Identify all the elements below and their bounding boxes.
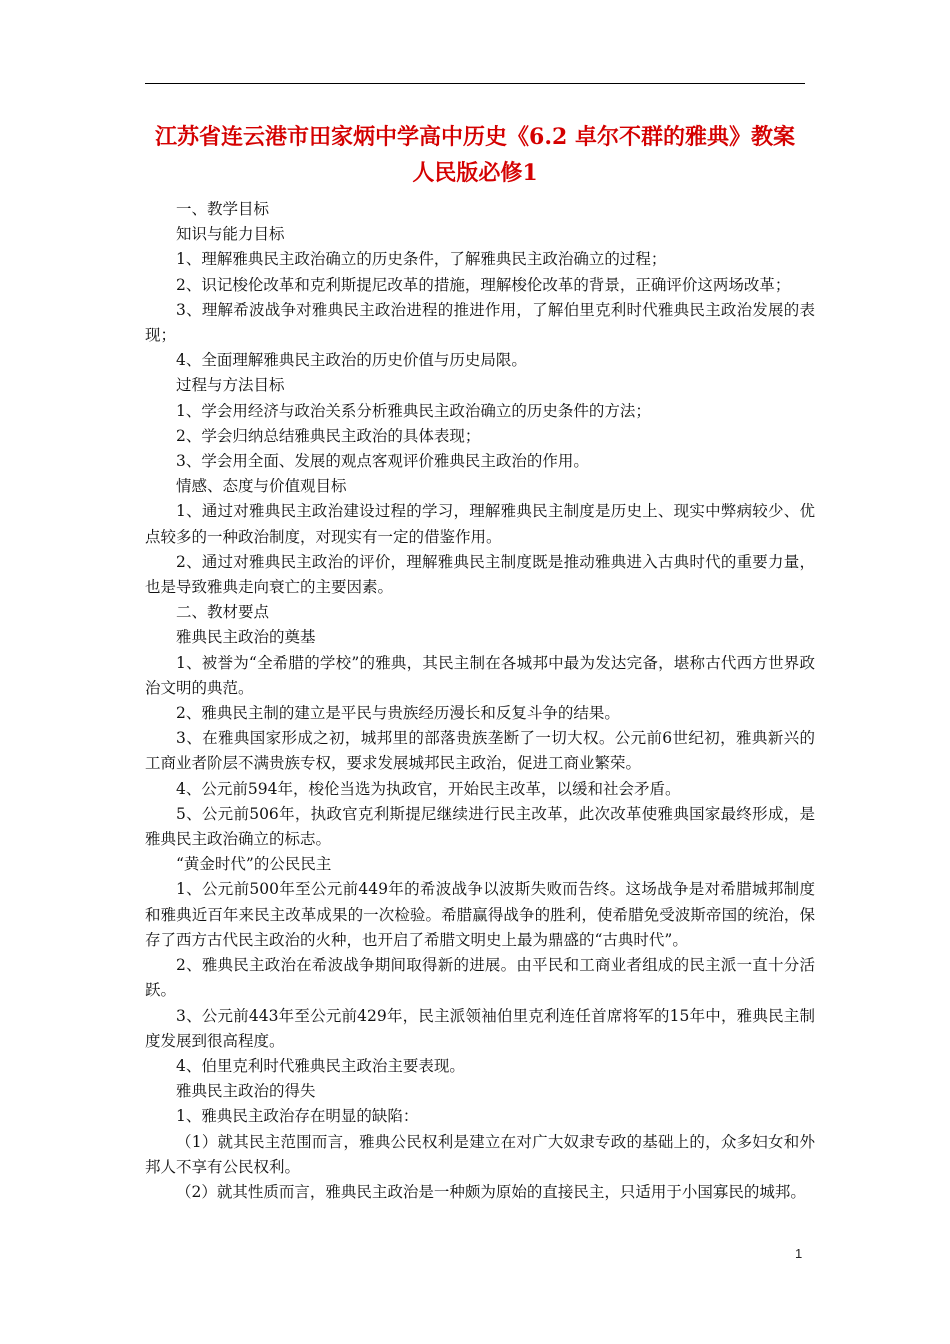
paragraph: 2、雅典民主制的建立是平民与贵族经历漫长和反复斗争的结果。 (176, 704, 620, 723)
paragraph: （1）就其民主范围而言，雅典公民权利是建立在对广大奴隶专政的基础上的，众多妇女和外邦人不享有公民权利。 (145, 1132, 815, 1176)
paragraph: 1、公元前500年至公元前449年的希波战争以波斯失败而告终。这场战争是对希腊城邦制度和雅典近百年来民主改革成果的一次检验。希腊赢得战争的胜利，使希腊免受波斯帝国的统治，保存了西方古代民主政治的火种，也开启了希腊文明史上最为鼎盛的“古典时代”。 (145, 880, 815, 949)
paragraph: 雅典民主政治的得失 (176, 1082, 316, 1101)
paragraph: 3、公元前443年至公元前429年，民主派领袖伯里克利连任首席将军的15年中，雅典民主制度发展到很高程度。 (145, 1006, 815, 1050)
page-number: 1 (795, 1246, 803, 1261)
paragraph: 知识与能力目标 (176, 225, 285, 244)
paragraph: 2、学会归纳总结雅典民主政治的具体表现； (176, 426, 481, 445)
paragraph: 1、理解雅典民主政治确立的历史条件，了解雅典民主政治确立的过程； (176, 250, 667, 269)
paragraph: 情感、态度与价值观目标 (176, 477, 347, 496)
document-body (145, 197, 815, 1205)
paragraph: 5、公元前506年，执政官克利斯提尼继续进行民主改革，此次改革使雅典国家最终形成，是雅典民主政治确立的标志。 (145, 804, 815, 849)
paragraph: 1、雅典民主政治存在明显的缺陷： (176, 1107, 419, 1126)
paragraph: 过程与方法目标 (176, 376, 285, 395)
header-rule (145, 83, 805, 84)
paragraph: 2、识记梭伦改革和克利斯提尼改革的措施，理解梭伦改革的背景，正确评价这两场改革； (176, 275, 791, 294)
paragraph: 一、教学目标 (176, 200, 270, 218)
paragraph: 1、被誉为“全希腊的学校”的雅典，其民主制在各城邦中最为发达完备，堪称古代西方世界政治文明的典范。 (145, 653, 815, 697)
paragraph: “黄金时代”的公民民主 (176, 855, 332, 874)
document-title-line1: 江苏省连云港市田家炳中学高中历史《6.2 卓尔不群的雅典》教案 (155, 124, 795, 150)
paragraph: 4、全面理解雅典民主政治的历史价值与历史局限。 (176, 351, 527, 370)
paragraph: 1、通过对雅典民主政治建设过程的学习，理解雅典民主制度是历史上、现实中弊病较少、优点较多的一种政治制度，对现实有一定的借鉴作用。 (145, 502, 815, 546)
paragraph: 4、伯里克利时代雅典民主政治主要表现。 (176, 1056, 465, 1075)
paragraph: 3、在雅典国家形成之初，城邦里的部落贵族垄断了一切大权。公元前6世纪初，雅典新兴的工商业者阶层不满贵族专权，要求发展城邦民主政治，促进工商业繁荣。 (145, 729, 815, 773)
paragraph: 3、理解希波战争对雅典民主政治进程的推进作用，了解伯里克利时代雅典民主政治发展的表现； (145, 300, 815, 345)
paragraph: （2）就其性质而言，雅典民主政治是一种颇为原始的直接民主，只适用于小国寡民的城邦。 (176, 1182, 806, 1201)
paragraph: 3、学会用全面、发展的观点客观评价雅典民主政治的作用。 (176, 452, 589, 471)
paragraph: 二、教材要点 (176, 603, 270, 622)
paragraph: 2、雅典民主政治在希波战争期间取得新的进展。由平民和工商业者组成的民主派一直十分活跃。 (145, 956, 815, 1000)
paragraph: 雅典民主政治的奠基 (176, 628, 316, 647)
paragraph: 1、学会用经济与政治关系分析雅典民主政治确立的历史条件的方法； (176, 401, 651, 420)
document-title-line2: 人民版必修1 (412, 160, 538, 186)
paragraph: 2、通过对雅典民主政治的评价，理解雅典民主制度既是推动雅典进入古典时代的重要力量，也是导致雅典走向衰亡的主要因素。 (145, 552, 815, 597)
paragraph: 4、公元前594年，梭伦当选为执政官，开始民主改革，以缓和社会矛盾。 (176, 779, 681, 798)
